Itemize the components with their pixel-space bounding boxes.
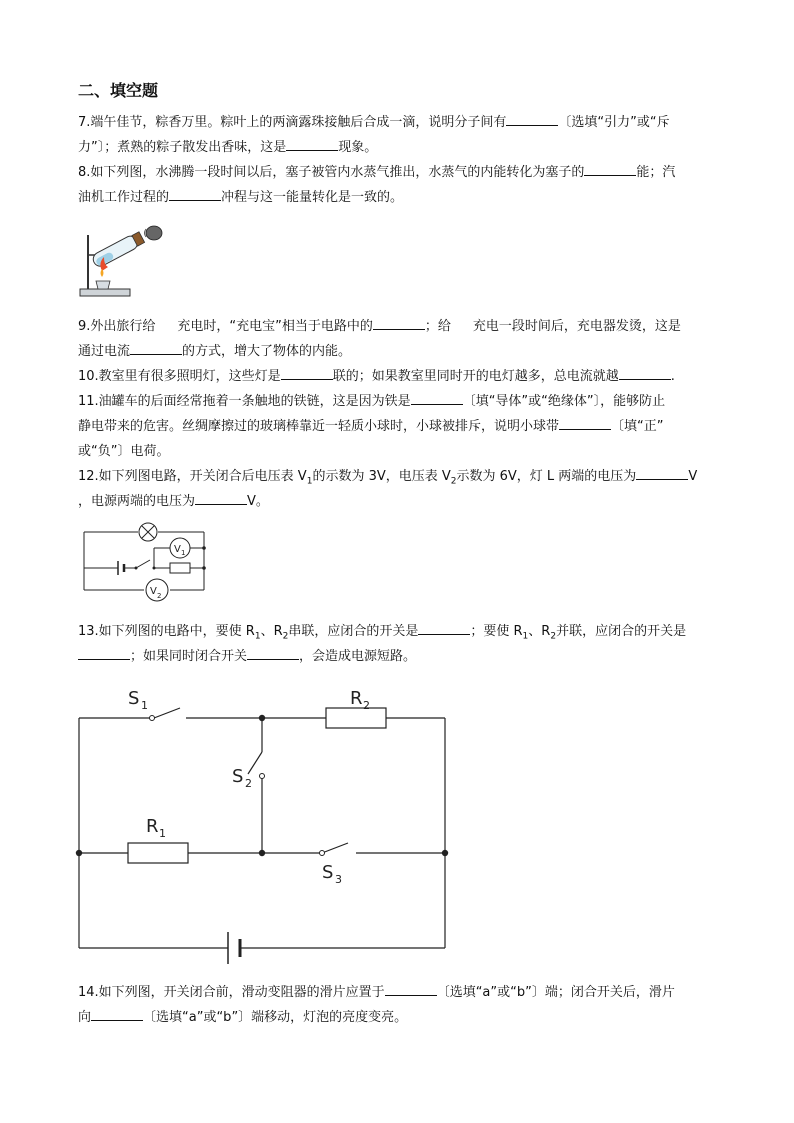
question-11-line-3: 或“负”〕电荷。 — [78, 444, 170, 459]
battery-symbol — [228, 932, 240, 964]
answer-blank[interactable] — [195, 490, 247, 505]
answer-blank[interactable] — [91, 1006, 143, 1021]
answer-blank[interactable] — [169, 186, 221, 201]
svg-text:2: 2 — [363, 699, 370, 712]
question-12-line-2: ，电源两端的电压为 V。 — [78, 489, 718, 514]
svg-text:2: 2 — [245, 777, 252, 790]
answer-blank[interactable] — [78, 645, 130, 660]
voltmeter-v1 — [170, 538, 190, 558]
svg-text:1: 1 — [141, 699, 148, 712]
question-7-line-2: 力”〕；煮熟的粽子散发出香味，这是 现象。 — [78, 135, 718, 160]
svg-text:1: 1 — [181, 549, 186, 557]
switch-s1-label: S — [128, 688, 140, 709]
question-10-line-1: 10.教室里有很多照明灯，这些灯是 联的；如果教室里同时开的电灯越多，总电流就越 . — [78, 364, 718, 389]
answer-blank[interactable] — [286, 136, 338, 151]
switch-s3-label: S — [322, 862, 334, 883]
resistor-r2 — [326, 708, 386, 728]
question-11-line-1: 11.油罐车的后面经常拖着一条触地的铁链，这是因为铁是 〔填“导体”或“绝缘体”〕，能够防止 — [78, 389, 718, 414]
circuit-figure-13 — [60, 680, 460, 975]
answer-blank[interactable] — [619, 365, 671, 380]
resistor-r1 — [128, 843, 188, 863]
resistor-r1-label: R — [146, 816, 159, 837]
question-14-line-1: 14.如下列图，开关闭合前，滑动变阻器的滑片应置于 〔选填“a”或“b”〕端；闭合开关后，滑片 — [78, 980, 718, 1005]
answer-blank[interactable] — [385, 981, 437, 996]
answer-blank[interactable] — [584, 161, 636, 176]
resistor-r2-label: R — [350, 688, 363, 709]
svg-text:3: 3 — [335, 873, 342, 886]
answer-blank[interactable] — [247, 645, 299, 660]
question-8-line-2: 油机工作过程的 冲程与这一能量转化是一致的。 — [78, 185, 718, 210]
section-title: 二、填空题 — [78, 81, 159, 100]
lamp-symbol — [139, 523, 157, 541]
answer-blank[interactable] — [559, 415, 611, 430]
answer-blank[interactable] — [411, 390, 463, 405]
svg-text:V: V — [150, 586, 157, 597]
svg-text:2: 2 — [157, 592, 162, 600]
question-14-line-2: 向 〔选填“a”或“b”〕端移动，灯泡的亮度变亮。 — [78, 1005, 718, 1030]
question-11-line-2: 静电带来的危害。丝绸摩擦过的玻璃棒靠近一轻质小球时，小球被排斥，说明小球带 〔填“正” — [78, 414, 718, 439]
answer-blank[interactable] — [636, 465, 688, 480]
question-9-line-1: 9.外出旅行给 充电时，“充电宝”相当于电路中的 ；给 充电一段时间后，充电器发烫，这是 — [78, 314, 718, 339]
battery-symbol — [118, 561, 124, 575]
question-7-line-1: 7.端午佳节，粽香万里。粽叶上的两滴露珠接触后合成一滴，说明分子间有 〔选填“引力”或“斥 — [78, 110, 718, 135]
question-13-line-1: 13.如下列图的电路中，要使 $R_1$、$R_2$串联，应闭合的开关是 ；要使 $R_1$、$R_2$并联，应闭合的开关是 — [78, 619, 718, 650]
voltmeter-v2 — [146, 579, 168, 601]
question-13-line-2: ；如果同时闭合开关 ，会造成电源短路。 — [78, 644, 718, 669]
answer-blank[interactable] — [373, 315, 425, 330]
svg-text:V: V — [174, 544, 181, 555]
switch-s2-label: S — [232, 766, 244, 787]
circuit-figure-12 — [78, 518, 212, 604]
answer-blank[interactable] — [130, 340, 182, 355]
answer-blank[interactable] — [506, 111, 558, 126]
question-12-line-1: 12.如下列图电路，开关闭合后电压表 $V_1$的示数为 3V，电压表 $V_2$示数为 6V，灯 L 两端的电压为 V — [78, 464, 718, 495]
question-8-line-1: 8.如下列图，水沸腾一段时间以后，塞子被管内水蒸气推出，水蒸气的内能转化为塞子的 能；汽 — [78, 160, 718, 185]
answer-blank[interactable] — [418, 620, 470, 635]
answer-blank[interactable] — [281, 365, 333, 380]
question-9-line-2: 通过电流 的方式，增大了物体的内能。 — [78, 339, 718, 364]
test-tube-apparatus-figure — [74, 215, 166, 305]
svg-text:1: 1 — [159, 827, 166, 840]
